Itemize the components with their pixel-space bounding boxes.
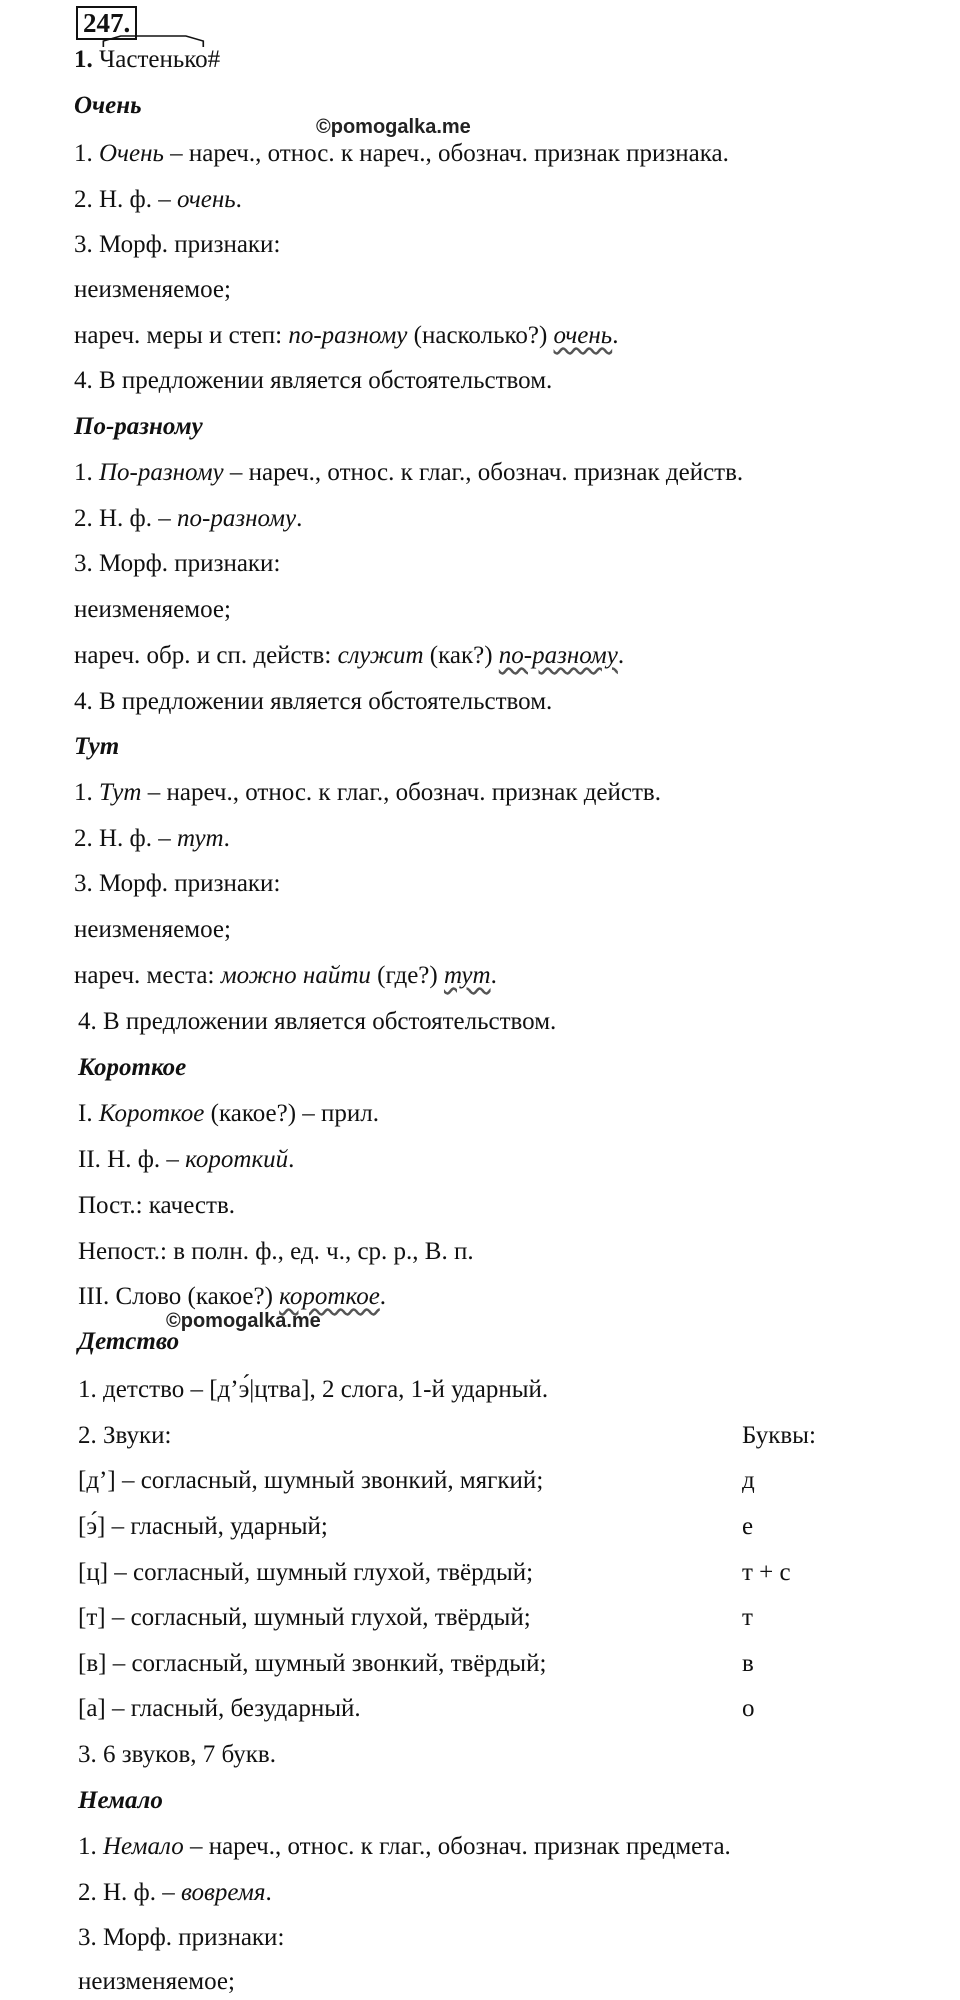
text-line: I. Короткое (какое?) – прил. xyxy=(78,1100,379,1127)
text-line: 1. Тут – нареч., относ. к глаг., обознач. признак действ. xyxy=(74,779,661,806)
letter-cell: е xyxy=(742,1513,754,1540)
text-line: 3. Морф. признаки: xyxy=(78,1924,285,1951)
section-title: Тут xyxy=(74,733,120,760)
section-title: Детство xyxy=(78,1328,180,1355)
sounds-label: 2. Звуки: xyxy=(78,1422,172,1449)
text-line: 3. Морф. признаки: xyxy=(74,870,281,897)
text-line: неизменяемое; xyxy=(74,276,231,303)
section-title: Немало xyxy=(78,1787,163,1814)
text-line: 2. Н. ф. – тут. xyxy=(74,825,230,852)
text-line: 2. Н. ф. – вовремя. xyxy=(78,1879,272,1906)
letters-label: Буквы: xyxy=(742,1422,816,1449)
item-number: 1. xyxy=(74,46,93,73)
header-word: Частенько xyxy=(99,44,208,76)
letter-cell: д xyxy=(742,1467,755,1494)
text-line: неизменяемое; xyxy=(74,916,231,943)
text-line: 1. Очень – нареч., относ. к нареч., обознач. признак признака. xyxy=(74,140,729,167)
text-line: 2. Н. ф. – по-разному. xyxy=(74,505,303,532)
text-line: неизменяемое; xyxy=(74,596,231,623)
text-line: 2. Н. ф. – очень. xyxy=(74,186,242,213)
text-line: 3. Морф. признаки: xyxy=(74,231,281,258)
sound-row: [в] – согласный, шумный звонкий, твёрдый; xyxy=(78,1650,547,1677)
text-line: 4. В предложении является обстоятельством. xyxy=(74,367,553,394)
text-line: 3. Морф. признаки: xyxy=(74,550,281,577)
sound-row: [д’] – согласный, шумный звонкий, мягкий; xyxy=(78,1467,544,1494)
text-line: II. Н. ф. – короткий. xyxy=(78,1146,295,1173)
letter-cell: о xyxy=(742,1695,755,1722)
text-line: 4. В предложении является обстоятельством. xyxy=(78,1008,557,1035)
header-line xyxy=(74,44,220,76)
sound-row: [ц] – согласный, шумный глухой, твёрдый; xyxy=(78,1559,534,1586)
text-line: нареч. места: можно найти (где?) тут. xyxy=(74,962,497,989)
text-line: неизменяемое; xyxy=(78,1968,235,1995)
sound-row: [э́] – гласный, ударный; xyxy=(78,1513,328,1540)
task-number: 247. xyxy=(76,6,137,40)
text-line: 1. По-разному – нареч., относ. к глаг., обознач. признак действ. xyxy=(74,459,744,486)
text-line: 1. детство – [д’э́|цтва], 2 слога, 1-й ударный. xyxy=(78,1376,549,1403)
sound-row: [т] – согласный, шумный глухой, твёрдый; xyxy=(78,1604,531,1631)
letter-cell: т xyxy=(742,1604,753,1631)
text-line: 4. В предложении является обстоятельством. xyxy=(74,688,553,715)
text-line: Пост.: качеств. xyxy=(78,1192,235,1219)
text-line: III. Слово (какое?) короткое. xyxy=(78,1283,387,1310)
text-line: Непост.: в полн. ф., ед. ч., ср. р., В. п. xyxy=(78,1238,474,1265)
text-line: нареч. обр. и сп. действ: служит (как?) по-разному. xyxy=(74,642,625,669)
text-line: нареч. меры и степ: по-разному (насколько?) очень. xyxy=(74,322,619,349)
letter-cell: т + с xyxy=(742,1559,791,1586)
watermark: ©pomogalka.me xyxy=(316,116,471,138)
morpheme-arc-icon xyxy=(99,34,208,48)
section-title: Короткое xyxy=(78,1054,187,1081)
letter-cell: в xyxy=(742,1650,754,1677)
section-title: Очень xyxy=(74,92,142,119)
text-line: 3. 6 звуков, 7 букв. xyxy=(78,1741,276,1768)
watermark: ©pomogalka.me xyxy=(166,1310,321,1332)
sound-row: [а] – гласный, безударный. xyxy=(78,1695,361,1722)
ending-mark: # xyxy=(207,46,221,73)
text-line: 1. Немало – нареч., относ. к глаг., обознач. признак предмета. xyxy=(78,1833,731,1860)
section-title: По-разному xyxy=(74,413,203,440)
